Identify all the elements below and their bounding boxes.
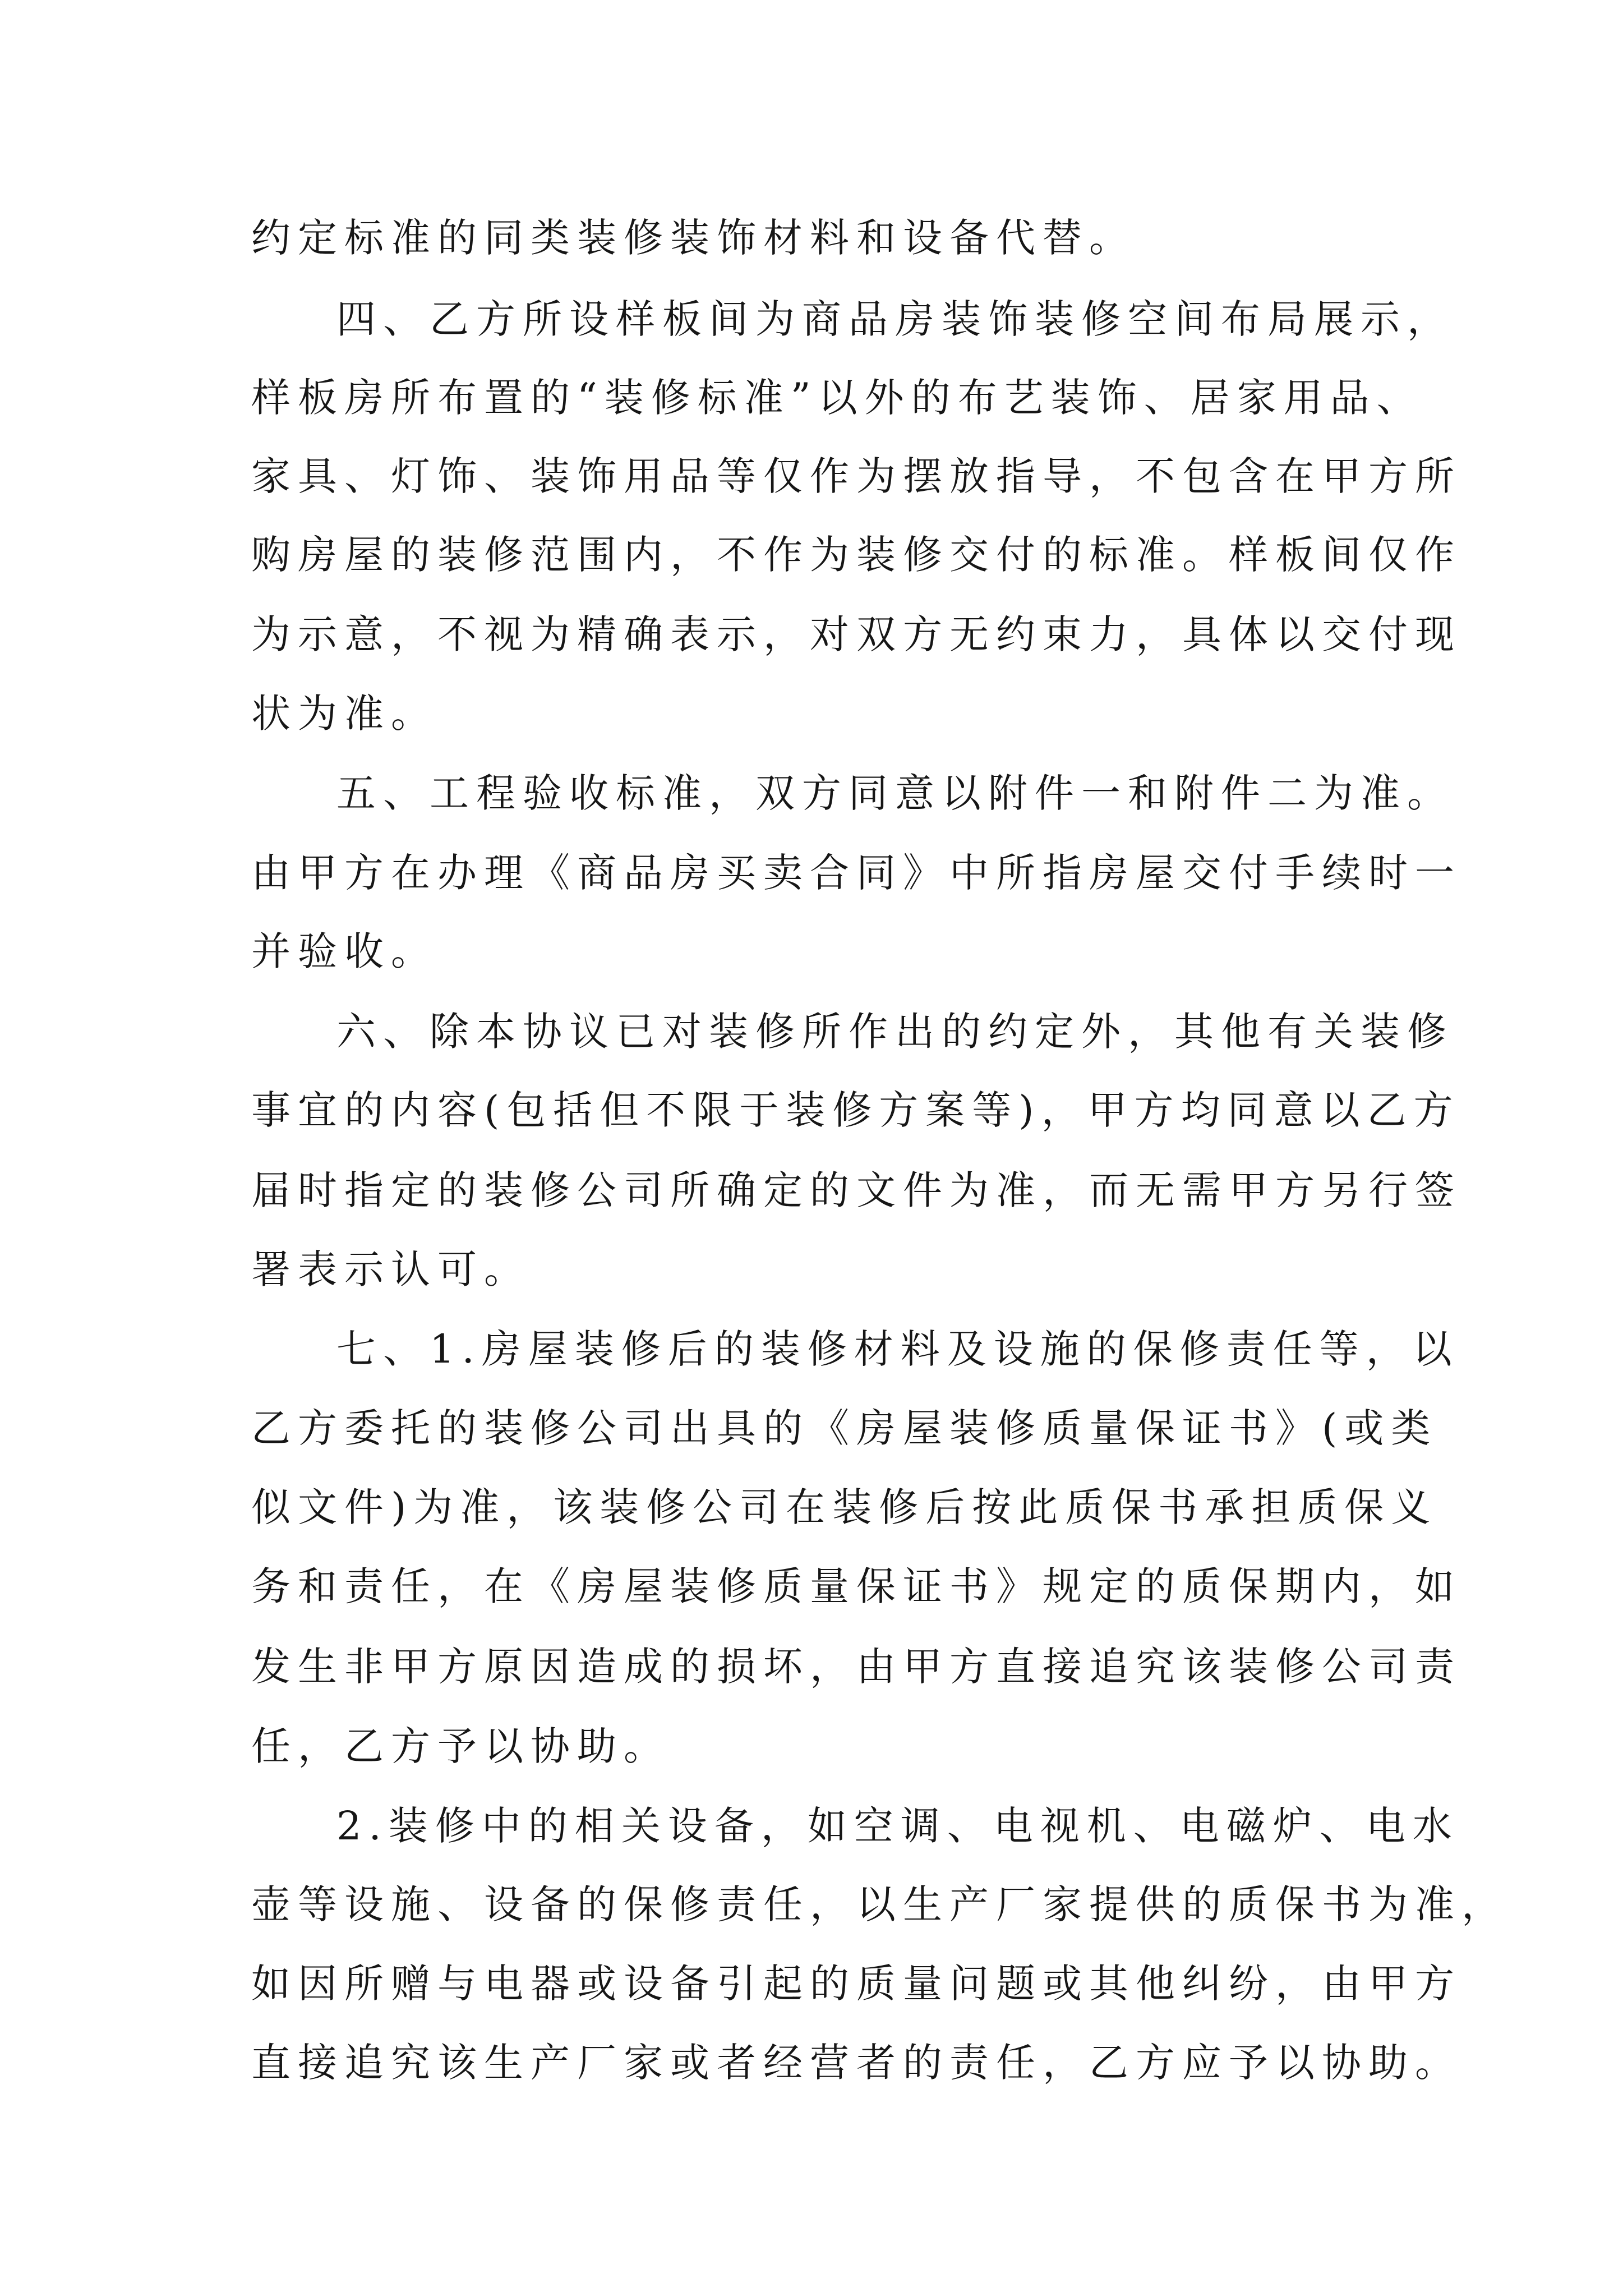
text-line: 署表示认可。 [251, 1246, 531, 1292]
text-line: 购房屋的装修范围内，不作为装修交付的标准。样板间仅作 [251, 532, 1461, 578]
text-line: 并验收。 [251, 928, 437, 974]
text-line: 直接追究该生产厂家或者经营者的责任，乙方应予以协助。 [251, 2040, 1461, 2086]
text-line-clause-6-start: 六、除本协议已对装修所作出的约定外，其他有关装修 [336, 1009, 1454, 1055]
text-line: 务和责任，在《房屋装修质量保证书》规定的质保期内，如 [251, 1563, 1461, 1609]
text-line: 乙方委托的装修公司出具的《房屋装修质量保证书》(或类 [251, 1405, 1438, 1451]
text-line-clause-3-end: 约定标准的同类装修装饰材料和设备代替。 [251, 215, 1136, 261]
text-line: 届时指定的装修公司所确定的文件为准，而无需甲方另行签 [251, 1167, 1461, 1213]
text-line: 任，乙方予以协助。 [251, 1723, 670, 1769]
text-line: 状为准。 [251, 691, 437, 737]
text-line: 为示意，不视为精确表示，对双方无约束力，具体以交付现 [251, 611, 1461, 657]
text-line: 发生非甲方原因造成的损坏，由甲方直接追究该装修公司责 [251, 1644, 1461, 1690]
text-line-clause-7-start: 七、1.房屋装修后的装修材料及设施的保修责任等，以 [336, 1326, 1459, 1372]
text-line-clause-4-start: 四、乙方所设样板间为商品房装饰装修空间布局展示， [336, 296, 1454, 342]
text-line: 事宜的内容(包括但不限于装修方案等)，甲方均同意以乙方 [251, 1087, 1460, 1133]
text-line: 家具、灯饰、装饰用品等仅作为摆放指导，不包含在甲方所 [251, 453, 1461, 499]
text-line: 样板房所布置的“装修标准”以外的布艺装饰、居家用品、 [251, 375, 1423, 421]
text-line: 如因所赠与电器或设备引起的质量问题或其他纠纷，由甲方 [251, 1961, 1461, 2007]
text-line-clause-7-item-2-start: 2.装修中的相关设备，如空调、电视机、电磁炉、电水 [336, 1803, 1459, 1849]
text-line: 由甲方在办理《商品房买卖合同》中所指房屋交付手续时一 [251, 850, 1461, 896]
text-line: 似文件)为准，该装修公司在装修后按此质保书承担质保义 [251, 1484, 1438, 1530]
text-line-clause-5-start: 五、工程验收标准，双方同意以附件一和附件二为准。 [336, 770, 1454, 816]
text-line: 壶等设施、设备的保修责任，以生产厂家提供的质保书为准， [251, 1881, 1508, 1927]
